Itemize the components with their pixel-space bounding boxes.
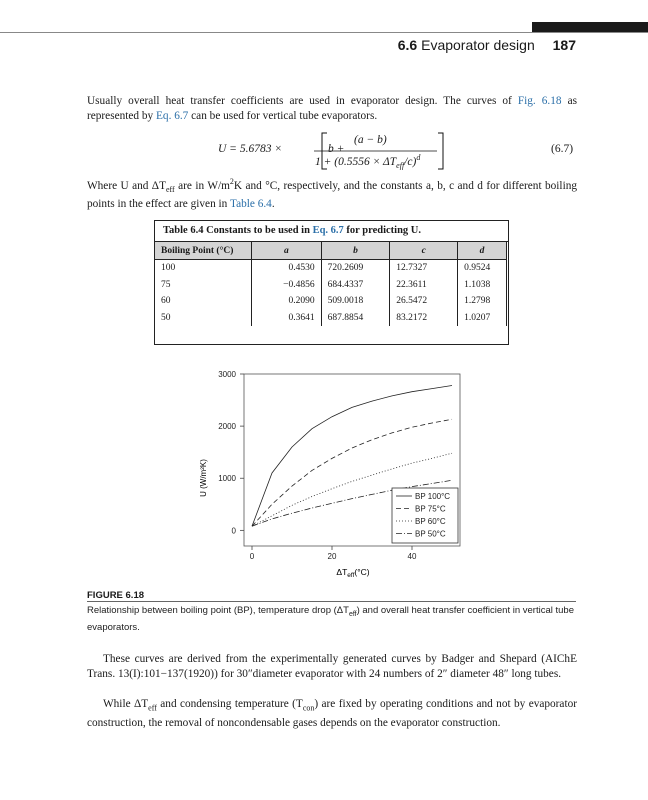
figure-label: FIGURE 6.18 — [87, 590, 145, 601]
eq-lhs: U = 5.6783 × — [218, 143, 283, 155]
eq-number: (6.7) — [551, 143, 574, 155]
legend-entry: BP 100°C — [415, 492, 451, 501]
table-row: 75 −0.4856 684.4337 22.3611 1.1038 — [155, 277, 507, 294]
y-axis-label: U (W/m²K) — [199, 459, 208, 497]
legend-entry: BP 75°C — [415, 504, 446, 514]
section-number: 6.6 — [397, 37, 418, 53]
table-row: 60 0.2090 509.0018 26.5472 1.2798 — [155, 293, 507, 310]
x-axis-label: $\Delta T_{eff}(^\circ C)$ — [336, 567, 370, 579]
table-row: 100 0.4530 720.2609 12.7327 0.9524 — [155, 260, 507, 277]
x-tick-label: 0 — [249, 552, 255, 561]
table-row: 50 0.3641 687.8854 83.2172 1.0207 — [155, 310, 507, 327]
eq-numerator: (a − b) — [354, 134, 387, 146]
eq-link[interactable]: Eq. 6.7 — [156, 110, 189, 123]
x-tick-label: 40 — [407, 552, 417, 561]
table-link[interactable]: Table 6.4 — [229, 198, 272, 211]
figure-caption: Relationship between boiling point (BP), temperature drop $(\Delta T_{eff})$ and overall heat transfer coefficient in vertical tube evaporators. — [87, 605, 574, 633]
section-title: Evaporator design — [421, 37, 535, 53]
table-eq-link[interactable]: Eq. 6.7 — [312, 225, 344, 236]
page-number: 187 — [552, 37, 576, 53]
intro-paragraph: Usually overall heat transfer coefficients are used in evaporator design. The curves of Fig. 6.18 as represented by Eq. 6.7 can be used for vertical tube evaporators. — [87, 95, 577, 123]
y-tick-label: 1000 — [218, 474, 236, 484]
legend-entry: BP 60°C — [415, 517, 446, 526]
body-paragraph-2: These curves are derived from the experimentally generated curves by Badger and Shepard (AIChE Trans. 13(I):101−137(1920)) for 30″diameter evaporator with 24 numbers of 2″ diameter 48″ long tubes. — [87, 653, 577, 681]
body-paragraph-3: While $\Delta T_{eff}$ and condensing temperature $(T_{con})$ are fixed by operating conditions and not by evaporator construction, the removal of noncondensable gases depends on the evaporator construction. — [87, 698, 577, 729]
eq-b-term: b + — [328, 143, 345, 155]
y-tick-label: 2000 — [218, 422, 236, 432]
figure-rule — [87, 601, 576, 602]
fig-link[interactable]: Fig. 6.18 — [517, 95, 562, 107]
x-tick-label: 20 — [327, 552, 337, 561]
where-paragraph: Where U and $\Delta T_{eff}$ are in $W/m^2K$ and °C, respectively, and the constants a, b, c and d for different boiling points in the effect are given in Table 6.4. — [87, 177, 578, 211]
legend-entry: BP 50°C — [415, 529, 446, 539]
eq-denominator: $1 + (0.5556 \times \Delta T_{eff}/c)^d$ — [315, 153, 421, 171]
table-header-row: Boiling Point (°C) a b c d — [155, 242, 507, 260]
table-caption: Table 6.4 Constants to be used in Eq. 6.7 for predicting U. — [155, 221, 508, 242]
y-tick-label: 0 — [231, 526, 236, 536]
y-tick-label: 3000 — [218, 370, 236, 379]
